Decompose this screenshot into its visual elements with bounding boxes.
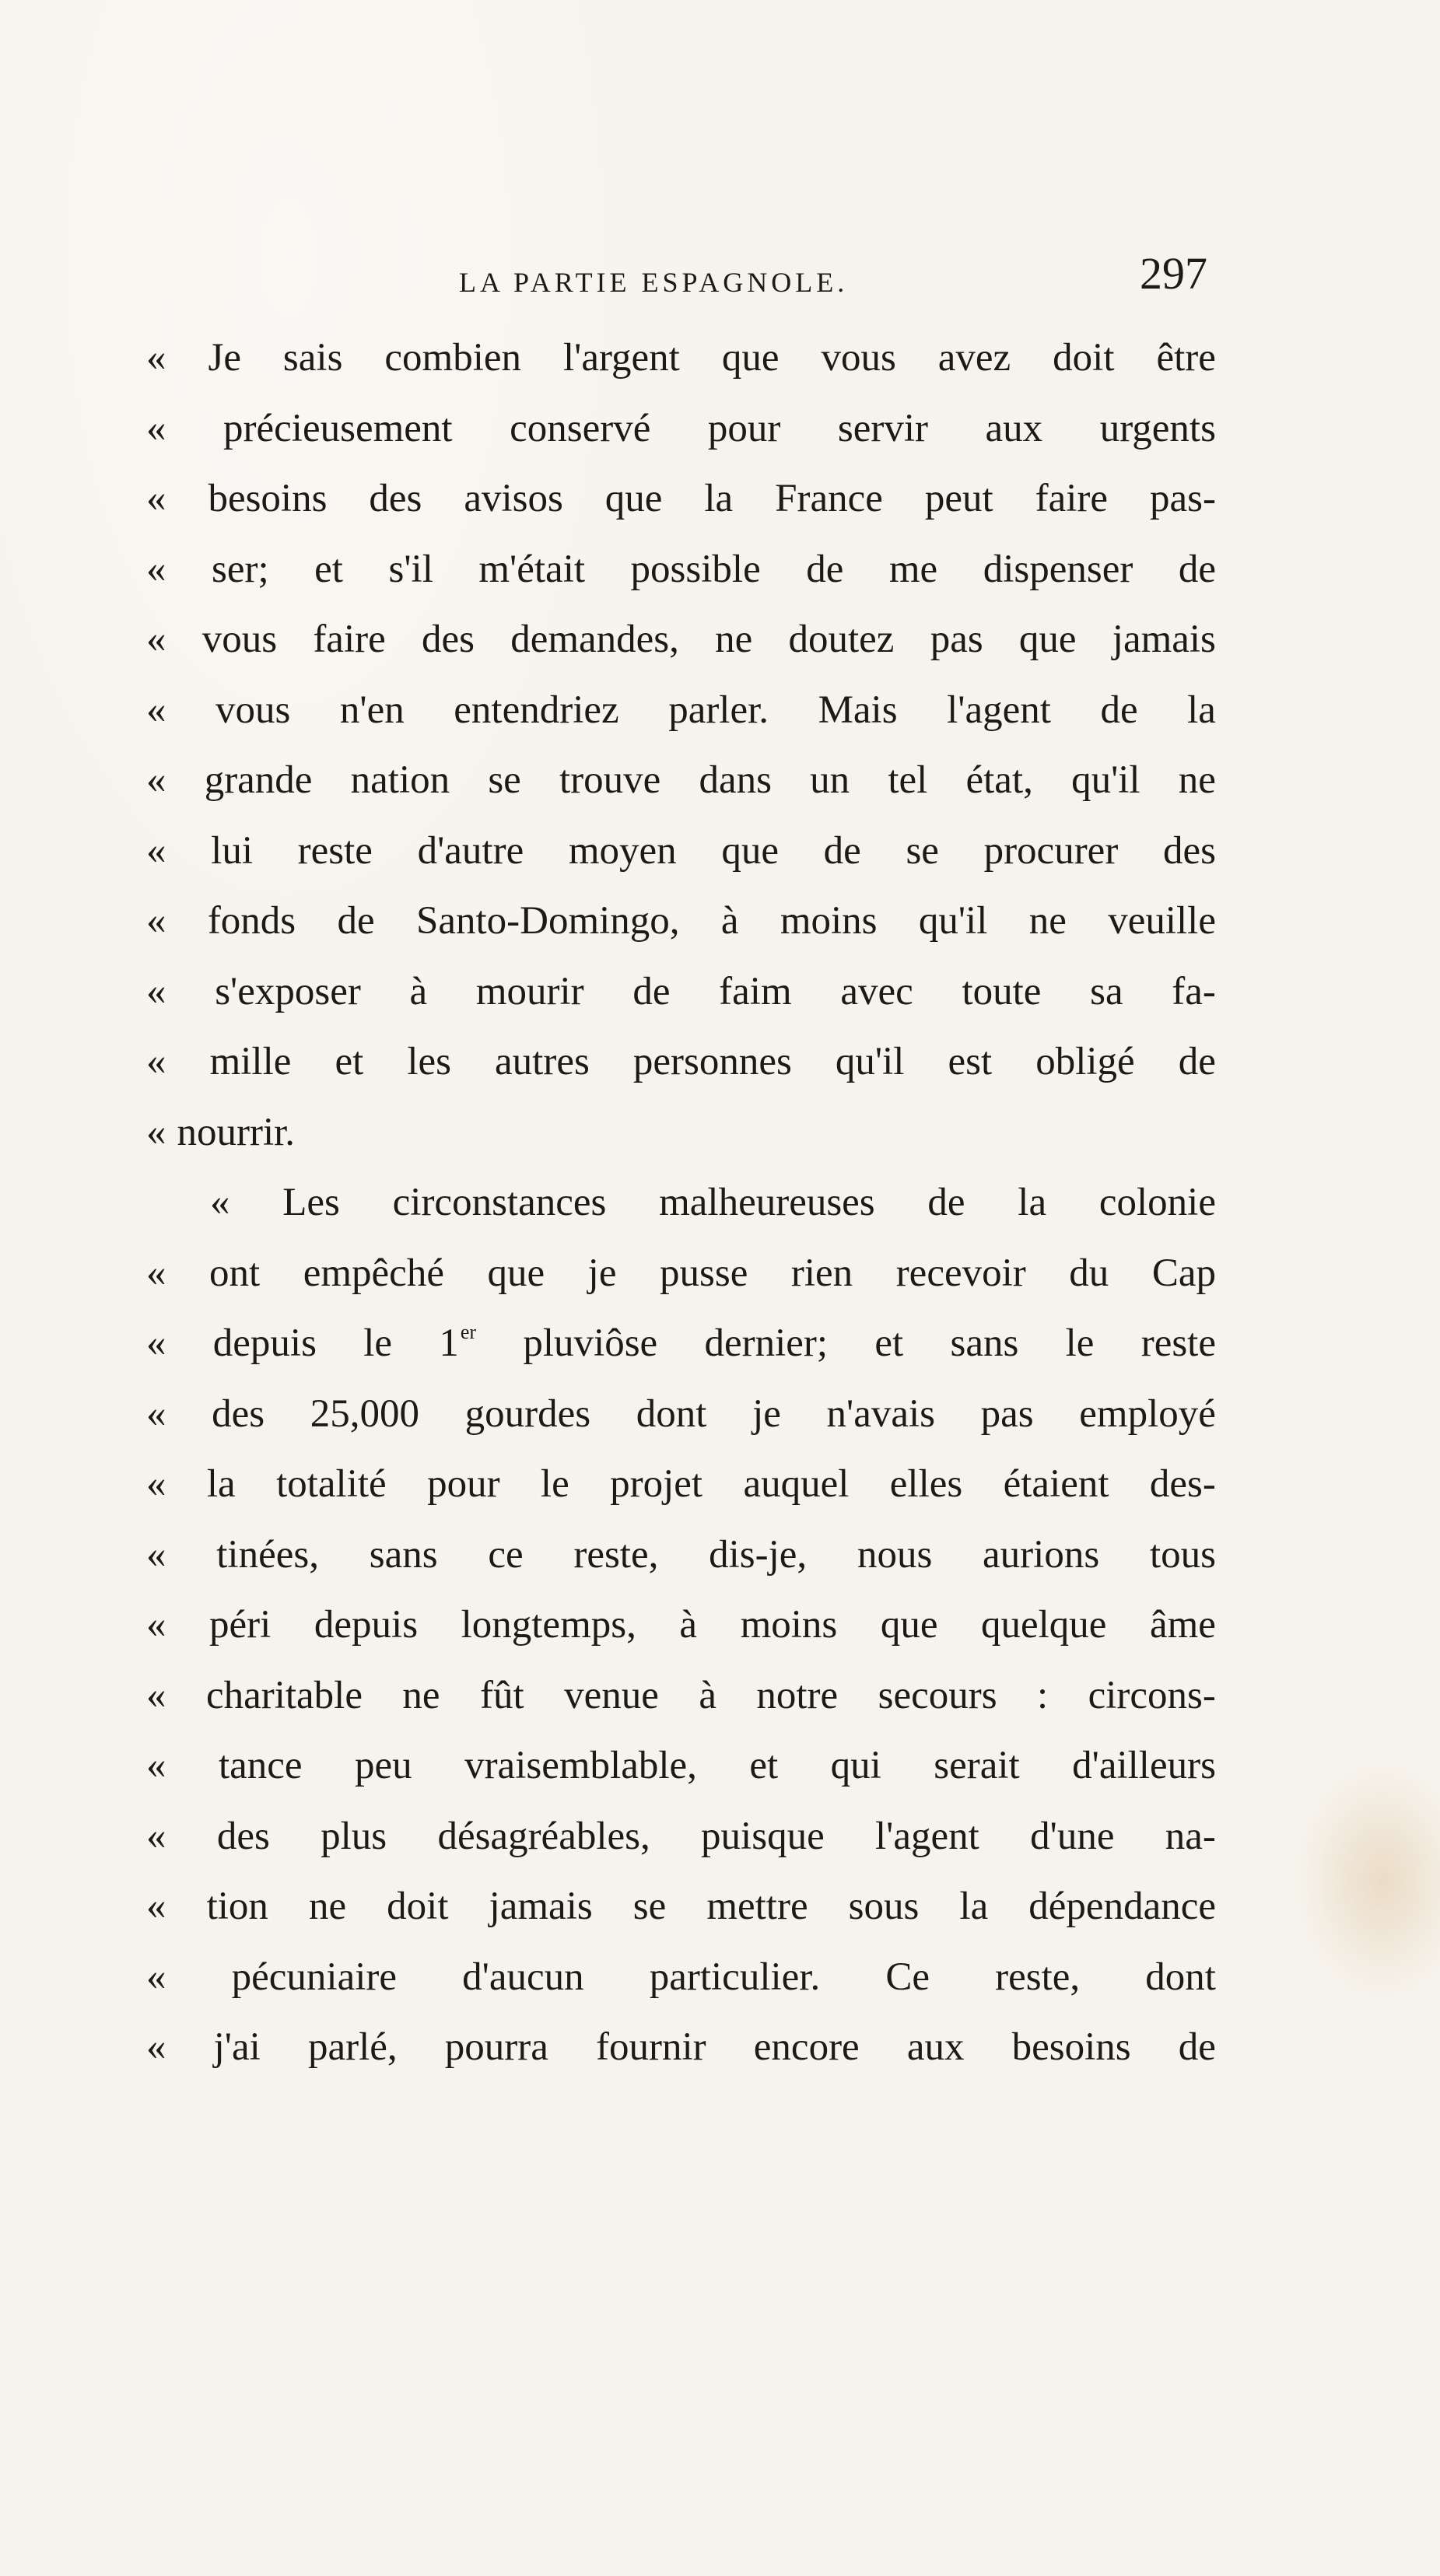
word: « xyxy=(146,758,166,802)
word: d'autre xyxy=(417,828,524,873)
word: dépendance xyxy=(1028,1885,1216,1928)
word: pourra xyxy=(444,2025,548,2069)
word: je xyxy=(587,1251,617,1295)
word: ont xyxy=(209,1251,261,1295)
word: doit xyxy=(1053,336,1115,380)
word: que xyxy=(721,828,779,873)
word: dont xyxy=(1145,1955,1216,1999)
word: des xyxy=(212,1391,265,1436)
text-line xyxy=(146,1942,1216,2013)
word: « xyxy=(146,1744,166,1787)
word: Mais xyxy=(818,688,898,732)
text-line xyxy=(146,957,1216,1027)
word: gourdes xyxy=(464,1391,591,1436)
word: « xyxy=(146,618,166,661)
word: besoins xyxy=(208,477,328,520)
word: que xyxy=(880,1603,938,1647)
text-line xyxy=(146,745,1216,816)
text-line xyxy=(146,1097,1216,1168)
word: de xyxy=(632,969,671,1013)
word: mettre xyxy=(706,1885,808,1928)
word: l'agent xyxy=(875,1814,979,1858)
word: de xyxy=(927,1181,965,1224)
word: « xyxy=(146,828,166,873)
word: d'aucun xyxy=(462,1955,584,1999)
word: 25,000 xyxy=(310,1391,420,1436)
word: ne xyxy=(402,1673,440,1717)
word: j'ai xyxy=(213,2025,261,2069)
word: serait xyxy=(934,1744,1020,1787)
word: tance xyxy=(218,1744,303,1787)
word: l'agent xyxy=(947,688,1051,732)
text-line xyxy=(146,1238,1216,1309)
word: un xyxy=(810,758,850,802)
word: vous xyxy=(821,336,896,380)
text-line xyxy=(146,1801,1216,1872)
word: la xyxy=(704,477,734,520)
word: longtemps, xyxy=(461,1603,636,1647)
word: Je xyxy=(208,336,241,380)
word: depuis xyxy=(314,1603,419,1647)
word: pour xyxy=(707,406,781,450)
word: avisos xyxy=(464,477,563,520)
word: moyen xyxy=(568,828,677,873)
word: servir xyxy=(837,406,929,450)
word: qu'il xyxy=(1071,758,1140,802)
word: « xyxy=(146,1040,166,1083)
text-line xyxy=(146,1871,1216,1942)
word: « xyxy=(146,1251,166,1295)
word: m'était xyxy=(478,547,586,591)
word: pour xyxy=(427,1462,500,1506)
word: Les xyxy=(282,1181,340,1224)
word: « xyxy=(146,899,166,943)
text-line xyxy=(146,394,1216,464)
word: auquel xyxy=(743,1462,850,1506)
word: et xyxy=(749,1744,779,1787)
word: besoins xyxy=(1011,2025,1131,2069)
word: recevoir xyxy=(895,1251,1026,1295)
word: « xyxy=(146,1110,166,1154)
word: « xyxy=(146,2025,166,2069)
word: pas- xyxy=(1150,477,1216,520)
word: et xyxy=(874,1321,904,1365)
text-line xyxy=(146,1308,1216,1379)
text-line xyxy=(146,1590,1216,1661)
word: sans xyxy=(950,1321,1019,1365)
word: secours xyxy=(878,1673,997,1717)
word: vous xyxy=(215,688,291,732)
word: jamais xyxy=(489,1885,593,1928)
word: demandes, xyxy=(510,618,679,661)
word: vraisemblable, xyxy=(464,1744,697,1787)
word: « xyxy=(146,1885,166,1928)
word: reste, xyxy=(573,1532,659,1577)
word: faire xyxy=(313,618,386,661)
word: dernier; xyxy=(704,1321,829,1365)
word: fournir xyxy=(596,2025,706,2069)
word: peut xyxy=(924,477,993,520)
word: se xyxy=(906,828,939,873)
word: empêché xyxy=(303,1251,444,1295)
word: ne xyxy=(1028,899,1067,943)
word: de xyxy=(823,828,861,873)
word: s'il xyxy=(388,547,433,591)
word: d'une xyxy=(1030,1814,1115,1858)
word: colonie xyxy=(1098,1181,1216,1224)
word: dans xyxy=(699,758,772,802)
word: âme xyxy=(1150,1603,1216,1647)
word: reste, xyxy=(995,1955,1081,1999)
ordinal xyxy=(439,1308,476,1379)
word: être xyxy=(1156,336,1216,380)
word: « xyxy=(146,969,166,1013)
word: sans xyxy=(369,1532,438,1577)
word: nourrir. xyxy=(177,1110,296,1154)
word: peu xyxy=(354,1744,412,1787)
word: à xyxy=(720,899,739,943)
word: à xyxy=(679,1603,698,1647)
text-line xyxy=(146,1027,1216,1097)
word: Cap xyxy=(1151,1251,1216,1295)
word: des xyxy=(369,477,422,520)
word: doit xyxy=(387,1885,449,1928)
word: de xyxy=(1178,2025,1216,2069)
word: de xyxy=(806,547,844,591)
word: veuille xyxy=(1108,899,1216,943)
word: lui xyxy=(211,828,253,873)
word: grande xyxy=(204,758,313,802)
word: du xyxy=(1069,1251,1109,1295)
word: que xyxy=(604,477,663,520)
word: pusse xyxy=(660,1251,748,1295)
word: est xyxy=(948,1040,993,1083)
word: de xyxy=(1178,1040,1216,1083)
word: « xyxy=(146,477,166,520)
word: qu'il xyxy=(835,1040,905,1083)
word: fût xyxy=(480,1673,524,1717)
word: de xyxy=(1178,547,1216,591)
word: de xyxy=(337,899,375,943)
word: des xyxy=(421,618,475,661)
word: reste xyxy=(1140,1321,1216,1365)
word: tel xyxy=(888,758,928,802)
text-line xyxy=(146,1731,1216,1801)
word: moins xyxy=(780,899,878,943)
word: fa- xyxy=(1172,969,1216,1013)
text-line xyxy=(146,323,1216,394)
word: sa xyxy=(1090,969,1123,1013)
word: depuis xyxy=(212,1321,317,1365)
word: ne xyxy=(715,618,753,661)
word: la xyxy=(1018,1181,1047,1224)
word: avez xyxy=(937,336,1011,380)
word: « xyxy=(146,1673,166,1717)
word: ser; xyxy=(212,547,269,591)
word: à xyxy=(699,1673,716,1717)
word: tinées, xyxy=(216,1532,319,1577)
word: le xyxy=(1065,1321,1095,1365)
word: faim xyxy=(719,969,792,1013)
word: ce xyxy=(488,1532,524,1577)
word: mille xyxy=(209,1040,292,1083)
word: employé xyxy=(1079,1391,1216,1436)
word: « xyxy=(146,1321,166,1365)
word: « xyxy=(146,1462,166,1506)
word: se xyxy=(488,758,521,802)
word: « xyxy=(210,1181,230,1224)
word: je xyxy=(752,1391,781,1436)
text-line xyxy=(146,604,1216,675)
text-line xyxy=(146,1661,1216,1731)
word: obligé xyxy=(1035,1040,1135,1083)
body-text xyxy=(146,323,1216,2083)
word: Santo-Domingo, xyxy=(415,899,680,943)
word: état, xyxy=(965,758,1033,802)
word: moins xyxy=(740,1603,838,1647)
text-line xyxy=(146,1449,1216,1520)
word: aux xyxy=(906,2025,965,2069)
word: de xyxy=(1100,688,1138,732)
word: projet xyxy=(610,1462,703,1506)
word: le xyxy=(363,1321,393,1365)
word: doutez xyxy=(788,618,895,661)
word: aurions xyxy=(983,1532,1100,1577)
word: venue xyxy=(564,1673,659,1717)
word: notre xyxy=(756,1673,839,1717)
ordinal-suffix: er xyxy=(460,1321,477,1343)
word: France xyxy=(775,477,883,520)
word: « xyxy=(146,1814,166,1858)
word: jamais xyxy=(1112,618,1216,661)
word: pas xyxy=(980,1391,1034,1436)
word: que xyxy=(487,1251,545,1295)
word: plus xyxy=(321,1814,387,1858)
word: la xyxy=(959,1885,989,1928)
word: tion xyxy=(206,1885,268,1928)
word: na- xyxy=(1165,1814,1216,1858)
word: encore xyxy=(753,2025,860,2069)
word: la xyxy=(1187,688,1216,732)
word: conservé xyxy=(510,406,651,450)
word: dont xyxy=(636,1391,707,1436)
word: circons- xyxy=(1088,1673,1216,1717)
ordinal-number: 1 xyxy=(439,1321,459,1365)
word: circonstances xyxy=(392,1181,607,1224)
word: sous xyxy=(848,1885,920,1928)
word: qu'il xyxy=(918,899,988,943)
word: s'exposer xyxy=(215,969,361,1013)
word: mourir xyxy=(475,969,584,1013)
word: péri xyxy=(209,1603,272,1647)
word: malheureuses xyxy=(659,1181,875,1224)
word: ne xyxy=(1178,758,1216,802)
text-line xyxy=(146,1520,1216,1591)
word: rien xyxy=(790,1251,853,1295)
word: charitable xyxy=(205,1673,363,1717)
word: dispenser xyxy=(983,547,1133,591)
word: et xyxy=(335,1040,364,1083)
word: particulier. xyxy=(649,1955,821,1999)
word: avec xyxy=(840,969,913,1013)
word: aux xyxy=(985,406,1043,450)
word: « xyxy=(146,336,166,380)
word: nation xyxy=(350,758,450,802)
word: « xyxy=(146,688,166,732)
word: pécuniaire xyxy=(231,1955,397,1999)
word: quelque xyxy=(981,1603,1107,1647)
word: elles xyxy=(889,1462,963,1506)
word: se xyxy=(632,1885,667,1928)
word: tous xyxy=(1149,1532,1216,1577)
word: parlé, xyxy=(307,2025,398,2069)
word: les xyxy=(407,1040,451,1083)
text-line xyxy=(146,816,1216,887)
word: n'avais xyxy=(826,1391,936,1436)
word: toute xyxy=(962,969,1042,1013)
word: étaient xyxy=(1003,1462,1109,1506)
word: me xyxy=(888,547,938,591)
word: combien xyxy=(384,336,522,380)
word: procurer xyxy=(983,828,1119,873)
word: « xyxy=(146,1532,166,1577)
word: « xyxy=(146,1955,166,1999)
word: d'ailleurs xyxy=(1072,1744,1216,1787)
text-line xyxy=(146,675,1216,746)
word: des- xyxy=(1149,1462,1216,1506)
page-number: 297 xyxy=(1140,248,1207,299)
word: « xyxy=(146,1603,166,1647)
word: à xyxy=(409,969,428,1013)
word: l'argent xyxy=(562,336,680,380)
word: totalité xyxy=(276,1462,387,1506)
word: Ce xyxy=(885,1955,930,1999)
word: ne xyxy=(308,1885,347,1928)
word: parler. xyxy=(668,688,769,732)
text-line xyxy=(146,2012,1216,2083)
text-line xyxy=(146,886,1216,957)
running-title: LA PARTIE ESPAGNOLE. xyxy=(459,267,849,298)
word: la xyxy=(206,1462,236,1506)
word: des xyxy=(216,1814,270,1858)
word: que xyxy=(1018,618,1077,661)
word: possible xyxy=(630,547,761,591)
word: entendriez xyxy=(454,688,619,732)
page-header xyxy=(146,247,1207,317)
word: nous xyxy=(857,1532,933,1577)
word: faire xyxy=(1035,477,1109,520)
word: « xyxy=(146,1391,166,1436)
word: des xyxy=(1162,828,1216,873)
word: puisque xyxy=(701,1814,825,1858)
word: personnes xyxy=(632,1040,792,1083)
word: n'en xyxy=(339,688,405,732)
word: « xyxy=(146,406,166,450)
word: : xyxy=(1037,1673,1049,1717)
word: qui xyxy=(830,1744,881,1787)
word: urgents xyxy=(1099,406,1216,450)
text-line xyxy=(146,1167,1216,1238)
word: désagréables, xyxy=(437,1814,650,1858)
word: reste xyxy=(297,828,373,873)
word: « xyxy=(146,547,166,591)
text-line xyxy=(146,1379,1216,1450)
text-line xyxy=(146,464,1216,534)
word: le xyxy=(540,1462,569,1506)
word: dis-je, xyxy=(709,1532,808,1577)
word: trouve xyxy=(559,758,661,802)
word: vous xyxy=(201,618,278,661)
word: pluviôse xyxy=(523,1321,658,1365)
word: fonds xyxy=(207,899,296,943)
word: que xyxy=(721,336,780,380)
text-line xyxy=(146,534,1216,605)
word: et xyxy=(314,547,343,591)
word: pas xyxy=(930,618,983,661)
word: sais xyxy=(282,336,343,380)
word: précieusement xyxy=(223,406,453,450)
word: autres xyxy=(495,1040,590,1083)
